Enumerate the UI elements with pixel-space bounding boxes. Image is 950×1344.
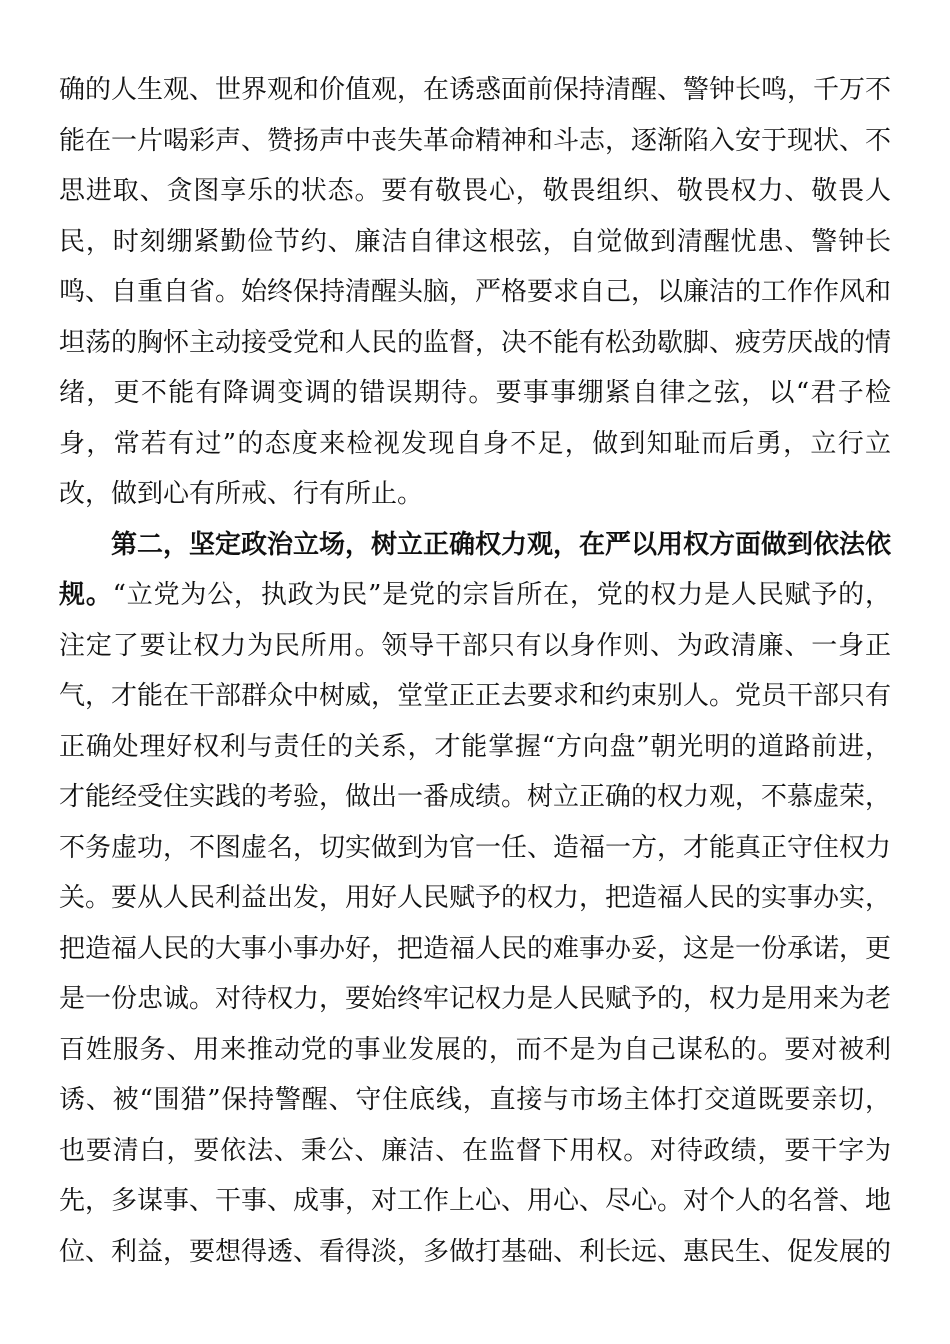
text-line: 也要清白，要依法、秉公、廉洁、在监督下用权。对待政绩，要干字为 (59, 1135, 891, 1166)
text-span: “立党为公，执政为民”是党的宗旨所在，党的权力是人民赋予的， (112, 580, 891, 610)
text-line: 改，做到心有所戒、行有所止。 (59, 479, 424, 509)
text-line: 才能经受住实践的考验，做出一番成绩。树立正确的权力观，不慕虚荣， (59, 782, 891, 812)
text-line: 气，才能在干部群众中树威，堂堂正正去要求和约束别人。党员干部只有 (59, 681, 891, 711)
text-line: 注定了要让权力为民所用。领导干部只有以身作则、为政清廉、一身正 (59, 630, 891, 661)
text-line: 正确处理好权利与责任的关系，才能掌握“方向盘”朝光明的道路前进， (59, 731, 891, 762)
text-line: 思进取、贪图享乐的状态。要有敬畏心，敬畏组织、敬畏权力、敬畏人 (59, 176, 891, 206)
section-heading-end: 规。 (59, 580, 113, 610)
text-line: 先，多谋事、干事、成事，对工作上心、用心、尽心。对个人的名誉、地 (59, 1186, 891, 1216)
text-line: 坦荡的胸怀主动接受党和人民的监督，决不能有松劲歇脚、疲劳厌战的情 (59, 327, 891, 358)
paragraph-2 (59, 520, 891, 1278)
text-line: 能在一片喝彩声、赞扬声中丧失革命精神和斗志，逐渐陷入安于现状、不 (59, 125, 891, 156)
text-line: 是一份忠诚。对待权力，要始终牢记权力是人民赋予的，权力是用来为老 (59, 984, 891, 1014)
text-line: 确的人生观、世界观和价值观，在诱惑面前保持清醒、警钟长鸣，千万不 (59, 75, 891, 105)
text-line: 关。要从人民利益出发，用好人民赋予的权力，把造福人民的实事办实， (59, 883, 891, 913)
text-line: 民，时刻绷紧勤俭节约、廉洁自律这根弦，自觉做到清醒忧患、警钟长 (59, 226, 891, 257)
text-line: 鸣、自重自省。始终保持清醒头脑，严格要求自己，以廉洁的工作作风和 (59, 277, 891, 307)
text-line (59, 570, 891, 621)
document-page (59, 65, 891, 1277)
paragraph-1 (59, 65, 891, 520)
text-line: 不务虚功，不图虚名，切实做到为官一任、造福一方，才能真正守住权力 (59, 832, 891, 863)
text-line: 百姓服务、用来推动党的事业发展的，而不是为自己谋私的。要对被利 (59, 1034, 891, 1065)
text-line: 把造福人民的大事小事办好，把造福人民的难事办妥，这是一份承诺，更 (59, 933, 891, 964)
section-heading: 第二，坚定政治立场，树立正确权力观，在严以用权方面做到依法依 (111, 529, 891, 560)
text-line: 绪，更不能有降调变调的错误期待。要事事绷紧自律之弦，以“君子检 (59, 378, 891, 408)
text-line: 身，常若有过”的态度来检视发现自身不足，做到知耻而后勇，立行立 (59, 428, 891, 459)
text-line: 诱、被“围猎”保持警醒、守住底线，直接与市场主体打交道既要亲切， (59, 1085, 891, 1115)
text-line: 位、利益，要想得透、看得淡，多做打基础、利长远、惠民生、促发展的 (59, 1236, 891, 1267)
